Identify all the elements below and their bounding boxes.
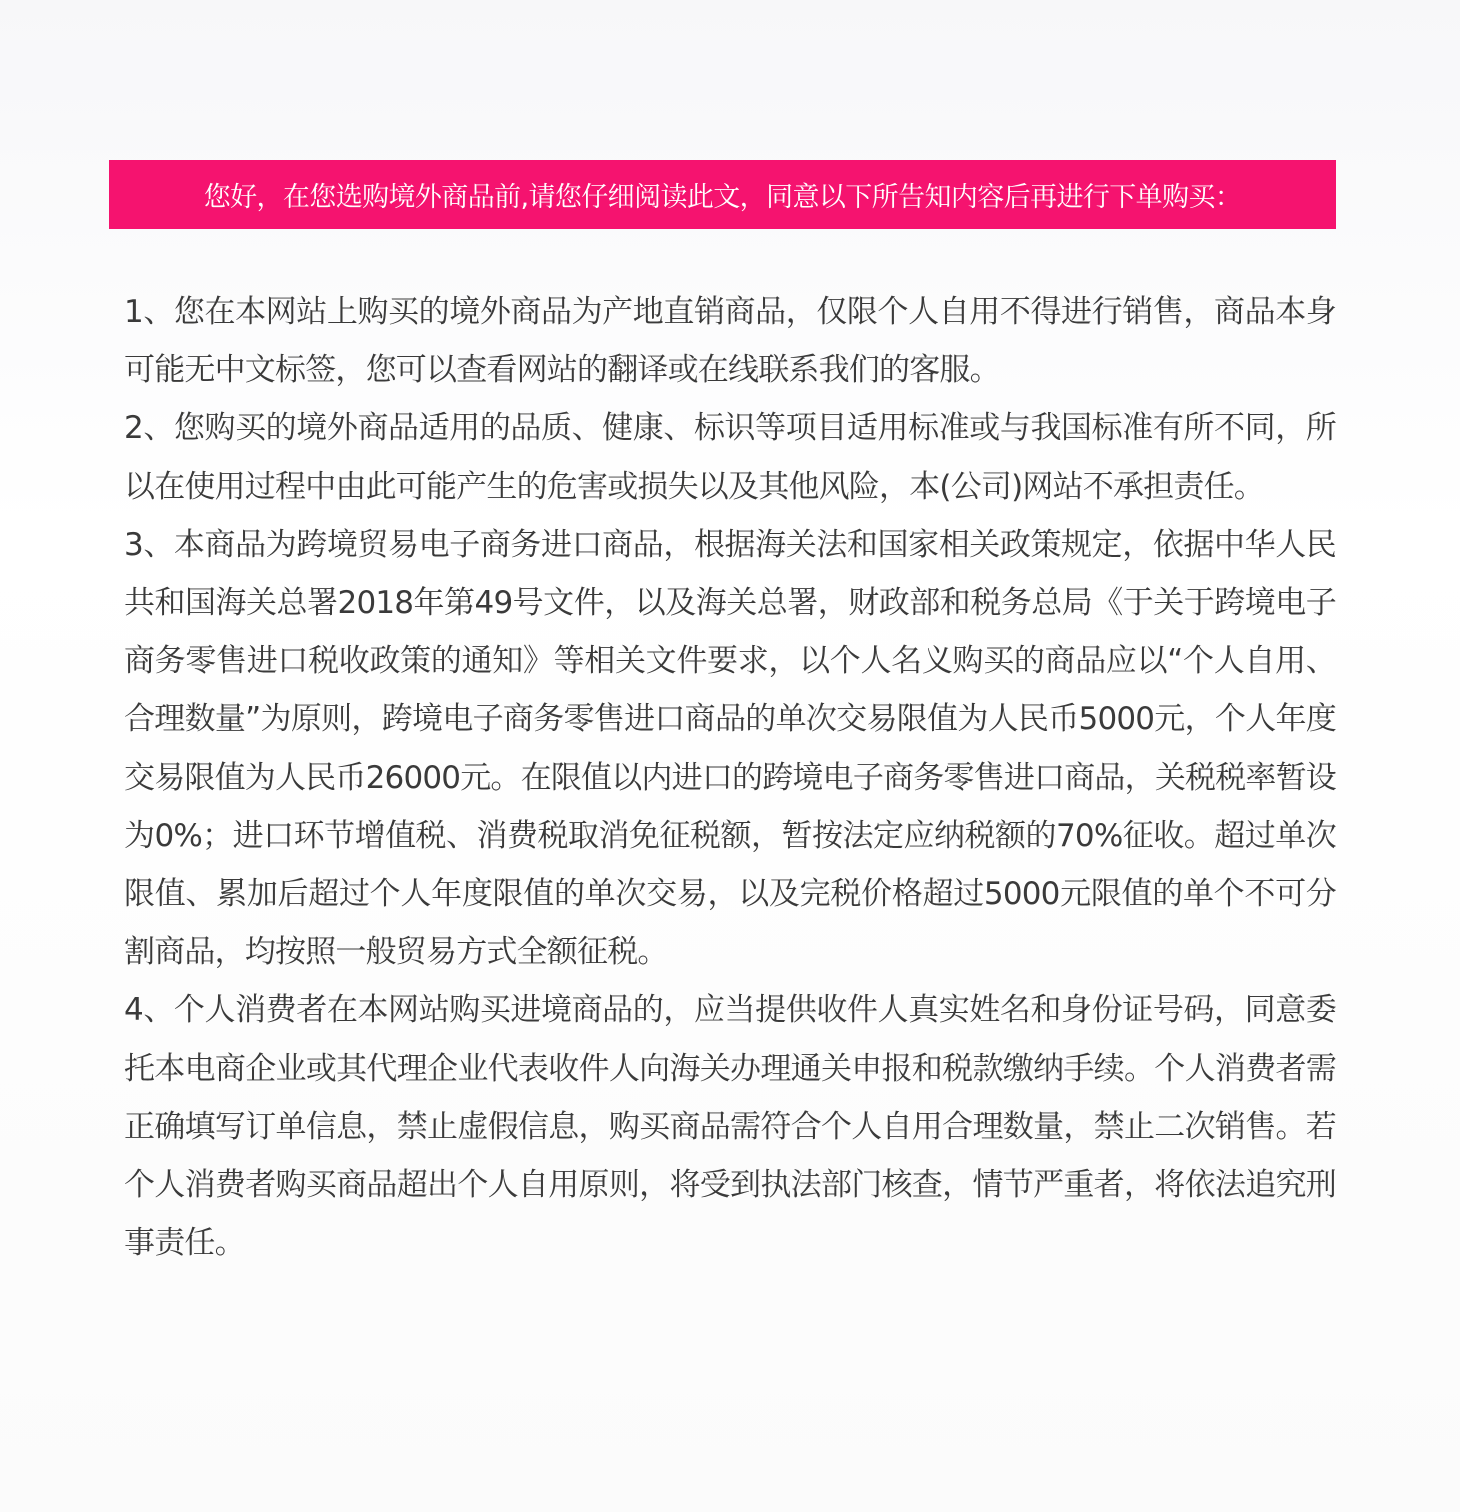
- term-item-2: 2、您购买的境外商品适用的品质、健康、标识等项目适用标准或与我国标准有所不同，所以在使用过程中由此可能产生的危害或损失以及其他风险，本(公司)网站不承担责任。: [124, 410, 1336, 505]
- term-item-3: 3、本商品为跨境贸易电子商务进口商品，根据海关法和国家相关政策规定，依据中华人民共和国海关总署2018年第49号文件，以及海关总署，财政部和税务总局《于关于跨境电子商务零售进口税收政策的通知》等相关文件要求，以个人名义购买的商品应以“个人自用、合理数量”为原则，跨境电子商务零售进口商品的单次交易限值为人民币5000元，个人年度交易限值为人民币26000元。在限值以内进口的跨境电子商务零售进口商品，关税税率暂设为0%；进口环节增值税、消费税取消免征税额，暂按法定应纳税额的70%征收。超过单次限值、累加后超过个人年度限值的单次交易，以及完税价格超过5000元限值的单个不可分割商品，均按照一般贸易方式全额征税。: [124, 526, 1337, 971]
- term-item-1: 1、您在本网站上购买的境外商品为产地直销商品，仅限个人自用不得进行销售，商品本身可能无中文标签，您可以查看网站的翻译或在线联系我们的客服。: [124, 294, 1336, 389]
- terms-list: [124, 283, 1336, 1272]
- notice-banner-text: 您好，在您选购境外商品前,请您仔细阅读此文，同意以下所告知内容后再进行下单购买：: [203, 182, 1242, 213]
- notice-banner: [109, 160, 1336, 229]
- term-item-4: 4、个人消费者在本网站购买进境商品的，应当提供收件人真实姓名和身份证号码，同意委托本电商企业或其代理企业代表收件人向海关办理通关申报和税款缴纳手续。个人消费者需正确填写订单信息，禁止虚假信息，购买商品需符合个人自用合理数量，禁止二次销售。若个人消费者购买商品超出个人自用原则，将受到执法部门核查，情节严重者，将依法追究刑事责任。: [124, 992, 1336, 1262]
